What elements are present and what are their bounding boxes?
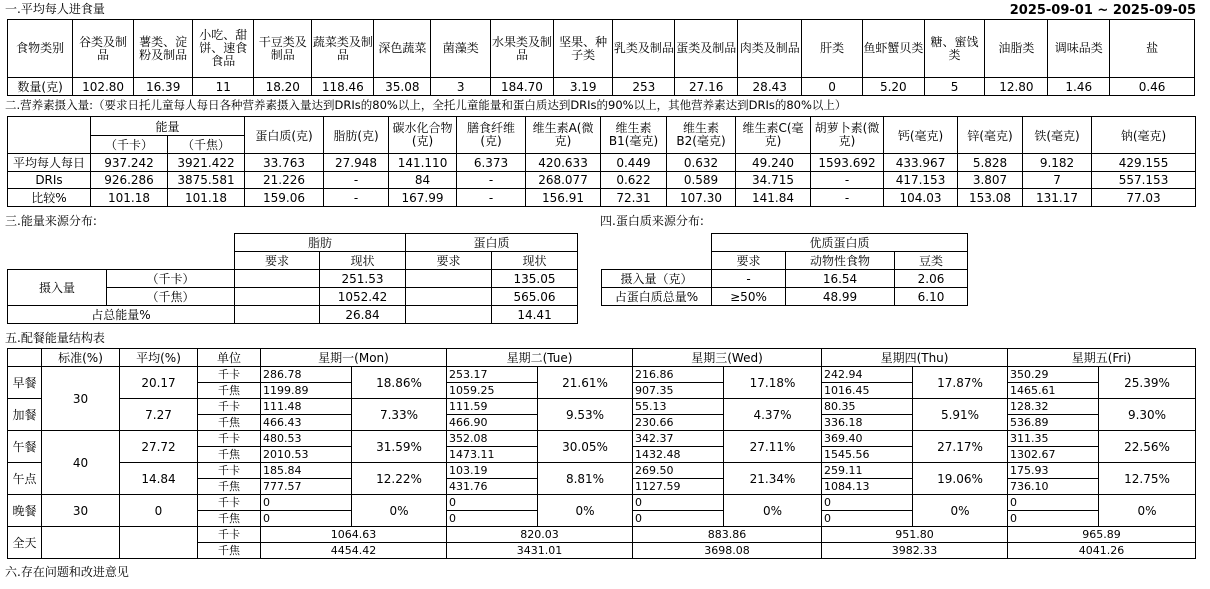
protein-intake-bean: 2.06 xyxy=(895,270,968,288)
nutrient-cell: 7 xyxy=(1023,172,1092,189)
nutrient-cell: 131.17 xyxy=(1023,189,1092,207)
nutrient-head-cell: 胡萝卜素(微克) xyxy=(811,117,884,154)
meal-pct: 31.59% xyxy=(352,431,447,463)
meal-corner xyxy=(8,349,42,367)
food-qty-cell: 3 xyxy=(431,78,491,96)
meal-kcal: 0 xyxy=(447,495,538,511)
day-head: 星期三(Wed) xyxy=(633,349,822,367)
meal-kj: 907.35 xyxy=(633,383,724,399)
nutrient-cell: 153.08 xyxy=(958,189,1023,207)
food-qty-cell: 27.16 xyxy=(675,78,738,96)
food-qty-cell: 0.46 xyxy=(1110,78,1195,96)
nutrient-corner-cell xyxy=(8,117,91,154)
meal-kj: 1545.56 xyxy=(822,447,913,463)
nutrient-row-label: 平均每人每日 xyxy=(8,154,91,172)
fat-req-pct xyxy=(235,306,320,324)
food-qty-cell: 5 xyxy=(924,78,985,96)
meal-pct: 0% xyxy=(913,495,1008,527)
food-qty-cell: 5.20 xyxy=(862,78,924,96)
total-kj: 3431.01 xyxy=(447,543,633,559)
energy-source-kcal-row xyxy=(8,270,578,288)
total-label: 全天 xyxy=(8,527,42,559)
nutrient-cell: 417.153 xyxy=(884,172,958,189)
meal-kcal: 185.84 xyxy=(261,463,352,479)
meal-kj: 1465.61 xyxy=(1008,383,1099,399)
meal-row xyxy=(8,495,1196,511)
total-kcal: 965.89 xyxy=(1008,527,1196,543)
meal-pct: 7.33% xyxy=(352,399,447,431)
energy-source-head-row xyxy=(8,234,578,252)
meal-kj: 1199.89 xyxy=(261,383,352,399)
nutrient-cell: 27.948 xyxy=(324,154,389,172)
nutrient-row-compare xyxy=(8,189,1196,207)
meal-kj: 0 xyxy=(633,511,724,527)
nutrient-cell: 107.30 xyxy=(667,189,736,207)
nutrient-cell: 84 xyxy=(389,172,457,189)
std-head: 标准(%) xyxy=(42,349,120,367)
nutrient-cell: - xyxy=(457,189,526,207)
meal-row xyxy=(8,431,1196,447)
nutrient-head-cell: 钙(毫克) xyxy=(884,117,958,154)
protein-req-kcal xyxy=(406,270,492,288)
meal-kcal: 286.78 xyxy=(261,367,352,383)
meal-pct: 0% xyxy=(352,495,447,527)
meal-kcal: 55.13 xyxy=(633,399,724,415)
food-head-cell: 干豆类及制品 xyxy=(254,20,312,78)
meal-kj: 2010.53 xyxy=(261,447,352,463)
meal-kj: 466.43 xyxy=(261,415,352,431)
food-qty-cell: 253 xyxy=(613,78,675,96)
meal-pct: 12.75% xyxy=(1099,463,1196,495)
meal-avg: 27.72 xyxy=(120,431,198,463)
nutrient-head-cell: 蛋白质(克) xyxy=(245,117,324,154)
meal-pct: 21.34% xyxy=(724,463,822,495)
meal-pct: 27.17% xyxy=(913,431,1008,463)
meal-row xyxy=(8,463,1196,479)
nutrient-cell: 104.03 xyxy=(884,189,958,207)
nutrient-cell: - xyxy=(811,189,884,207)
nutrient-cell: - xyxy=(324,189,389,207)
meal-pct: 0% xyxy=(538,495,633,527)
nutrient-cell: 101.18 xyxy=(168,189,245,207)
protein-source-head-row xyxy=(602,234,968,252)
protein-pct-label: 占蛋白质总量% xyxy=(602,288,712,306)
protein-intake-row xyxy=(602,270,968,288)
energy-head: 能量 xyxy=(91,117,245,136)
food-intake-table xyxy=(7,19,1195,96)
unit-kj: 千焦 xyxy=(198,479,261,495)
protein-source-table xyxy=(601,233,968,306)
nutrient-cell: 5.828 xyxy=(958,154,1023,172)
intake-label: 摄入量 xyxy=(8,270,107,306)
nutrient-cell: 937.242 xyxy=(91,154,168,172)
nutrient-cell: 159.06 xyxy=(245,189,324,207)
meal-kcal: 311.35 xyxy=(1008,431,1099,447)
total-kcal: 1064.63 xyxy=(261,527,447,543)
food-head-cell: 坚果、种子类 xyxy=(553,20,613,78)
nutrient-head-cell: 维生素B2(毫克) xyxy=(667,117,736,154)
food-qty-cell: 0 xyxy=(802,78,863,96)
meal-kcal: 175.93 xyxy=(1008,463,1099,479)
meal-kcal: 0 xyxy=(1008,495,1099,511)
meal-pct: 22.56% xyxy=(1099,431,1196,463)
protein-kj: 565.06 xyxy=(492,288,578,306)
food-qty-cell: 1.46 xyxy=(1048,78,1110,96)
unit-kcal: 千卡 xyxy=(198,367,261,383)
meal-kcal: 0 xyxy=(261,495,352,511)
energy-kcal-head: （千卡） xyxy=(91,136,168,154)
meal-kcal: 342.37 xyxy=(633,431,724,447)
protein-head: 蛋白质 xyxy=(406,234,578,252)
meal-avg: 0 xyxy=(120,495,198,527)
meal-name: 加餐 xyxy=(8,399,42,431)
nutrient-head-cell: 维生素B1(毫克) xyxy=(601,117,667,154)
fat-kj: 1052.42 xyxy=(320,288,406,306)
meal-pct: 17.18% xyxy=(724,367,822,399)
nutrient-cell: 3.807 xyxy=(958,172,1023,189)
nutrient-cell: 3921.422 xyxy=(168,154,245,172)
food-head-cell: 油脂类 xyxy=(985,20,1048,78)
meal-kcal: 253.17 xyxy=(447,367,538,383)
meal-pct: 17.87% xyxy=(913,367,1008,399)
unit-kcal: 千卡 xyxy=(198,495,261,511)
meal-pct: 0% xyxy=(1099,495,1196,527)
nutrient-row-label: 比较% xyxy=(8,189,91,207)
food-head-cell: 谷类及制品 xyxy=(73,20,134,78)
meal-kj: 466.90 xyxy=(447,415,538,431)
total-kcal: 883.86 xyxy=(633,527,822,543)
nutrient-row-avg xyxy=(8,154,1196,172)
meal-kcal: 269.50 xyxy=(633,463,724,479)
nutrient-head-cell: 钠(毫克) xyxy=(1092,117,1196,154)
meal-kj: 0 xyxy=(261,511,352,527)
meal-head-row xyxy=(8,349,1196,367)
meal-kcal: 128.32 xyxy=(1008,399,1099,415)
nutrient-head-cell: 维生素A(微克) xyxy=(526,117,601,154)
meal-kj: 1084.13 xyxy=(822,479,913,495)
meal-kcal: 111.48 xyxy=(261,399,352,415)
protein-req-head: 要求 xyxy=(406,252,492,270)
nutrient-head-cell: 维生素C(毫克) xyxy=(736,117,811,154)
protein-intake-req: - xyxy=(712,270,786,288)
nutrient-cell: 34.715 xyxy=(736,172,811,189)
nutrient-cell: 21.226 xyxy=(245,172,324,189)
day-head: 星期四(Thu) xyxy=(822,349,1008,367)
meal-avg: 14.84 xyxy=(120,463,198,495)
food-qty-cell: 16.39 xyxy=(133,78,193,96)
food-head-cell: 盐 xyxy=(1110,20,1195,78)
nutrient-head-cell: 膳食纤维(克) xyxy=(457,117,526,154)
nutrient-cell: 167.99 xyxy=(389,189,457,207)
fat-req-kcal xyxy=(235,270,320,288)
meal-pct: 0% xyxy=(724,495,822,527)
food-head-cell: 水果类及制品 xyxy=(490,20,553,78)
food-head-cell: 鱼虾蟹贝类 xyxy=(862,20,924,78)
section-4-title: 四.蛋白质来源分布: xyxy=(600,214,704,228)
meal-pct: 30.05% xyxy=(538,431,633,463)
meal-pct: 25.39% xyxy=(1099,367,1196,399)
day-head: 星期二(Tue) xyxy=(447,349,633,367)
meal-name: 早餐 xyxy=(8,367,42,399)
total-std-blank xyxy=(42,527,120,559)
date-range: 2025-09-01 ~ 2025-09-05 xyxy=(1009,3,1196,18)
total-kj: 4041.26 xyxy=(1008,543,1196,559)
nutrient-cell: 156.91 xyxy=(526,189,601,207)
meal-name: 午餐 xyxy=(8,431,42,463)
meal-kcal: 480.53 xyxy=(261,431,352,447)
nutrient-cell: 0.449 xyxy=(601,154,667,172)
meal-kcal: 259.11 xyxy=(822,463,913,479)
food-head-cell: 蔬菜类及制品 xyxy=(312,20,374,78)
meal-std: 30 xyxy=(42,495,120,527)
total-avg-blank xyxy=(120,527,198,559)
food-head-cell: 菌藻类 xyxy=(431,20,491,78)
meal-pct: 27.11% xyxy=(724,431,822,463)
fat-req-kj xyxy=(235,288,320,306)
section-3-title: 三.能量来源分布: xyxy=(5,214,97,228)
meal-kcal: 369.40 xyxy=(822,431,913,447)
nutrient-cell: 77.03 xyxy=(1092,189,1196,207)
nutrient-head-cell: 铁(毫克) xyxy=(1023,117,1092,154)
nutrient-cell: 268.077 xyxy=(526,172,601,189)
kj-label: （千焦） xyxy=(107,288,235,306)
nutrient-cell: 101.18 xyxy=(91,189,168,207)
nutrient-row-dris xyxy=(8,172,1196,189)
unit-kcal: 千卡 xyxy=(198,463,261,479)
fat-pct: 26.84 xyxy=(320,306,406,324)
nutrient-cell: 1593.692 xyxy=(811,154,884,172)
bean-head: 豆类 xyxy=(895,252,968,270)
energy-source-pct-row xyxy=(8,306,578,324)
avg-head: 平均(%) xyxy=(120,349,198,367)
pct-label: 占总能量% xyxy=(8,306,235,324)
animal-head: 动物性食物 xyxy=(786,252,895,270)
protein-intake-label: 摄入量（克） xyxy=(602,270,712,288)
protein-kcal: 135.05 xyxy=(492,270,578,288)
food-qty-cell: 102.80 xyxy=(73,78,134,96)
meal-kcal: 103.19 xyxy=(447,463,538,479)
meal-kj: 0 xyxy=(447,511,538,527)
protein-req-kj xyxy=(406,288,492,306)
meal-kcal: 216.86 xyxy=(633,367,724,383)
meal-kcal: 111.59 xyxy=(447,399,538,415)
food-head-cell: 肝类 xyxy=(802,20,863,78)
meal-avg: 20.17 xyxy=(120,367,198,399)
food-qty-cell: 数量(克) xyxy=(8,78,73,96)
protein-req-pct xyxy=(406,306,492,324)
meal-name: 午点 xyxy=(8,463,42,495)
food-head-row xyxy=(8,20,1195,78)
meal-kj: 1302.67 xyxy=(1008,447,1099,463)
food-qty-cell: 35.08 xyxy=(374,78,431,96)
day-head: 星期一(Mon) xyxy=(261,349,447,367)
unit-head: 单位 xyxy=(198,349,261,367)
food-qty-row xyxy=(8,78,1195,96)
energy-source-table xyxy=(7,233,578,324)
nutrient-table xyxy=(7,116,1196,207)
protein-source-corner xyxy=(602,234,712,270)
nutrient-cell: - xyxy=(811,172,884,189)
unit-kj: 千焦 xyxy=(198,447,261,463)
fat-kcal: 251.53 xyxy=(320,270,406,288)
food-qty-cell: 28.43 xyxy=(738,78,802,96)
quality-protein-head: 优质蛋白质 xyxy=(712,234,968,252)
food-head-cell: 食物类别 xyxy=(8,20,73,78)
food-qty-cell: 11 xyxy=(193,78,254,96)
nutrient-cell: - xyxy=(324,172,389,189)
protein-pct-animal: 48.99 xyxy=(786,288,895,306)
total-kcal: 820.03 xyxy=(447,527,633,543)
total-row xyxy=(8,527,1196,543)
meal-pct: 5.91% xyxy=(913,399,1008,431)
unit-kj: 千焦 xyxy=(198,543,261,559)
nutrient-cell: 0.632 xyxy=(667,154,736,172)
meal-row xyxy=(8,367,1196,383)
kcal-label: （千卡） xyxy=(107,270,235,288)
nutrient-cell: 420.633 xyxy=(526,154,601,172)
req-head: 要求 xyxy=(712,252,786,270)
meal-kj: 336.18 xyxy=(822,415,913,431)
nutrient-cell: 9.182 xyxy=(1023,154,1092,172)
nutrient-head-cell: 碳水化合物(克) xyxy=(389,117,457,154)
unit-kcal: 千卡 xyxy=(198,527,261,543)
meal-kj: 431.76 xyxy=(447,479,538,495)
section-2-title: 二.营养素摄入量:（要求日托儿童每人每日各种营养素摄入量达到DRIs的80%以上，全托儿童能量和蛋白质达到DRIs的90%以上，其他营养素达到DRIs的80%以上） xyxy=(5,98,847,112)
meal-pct: 12.22% xyxy=(352,463,447,495)
nutrient-cell: 433.967 xyxy=(884,154,958,172)
fat-head: 脂肪 xyxy=(235,234,406,252)
meal-std: 30 xyxy=(42,367,120,431)
meal-kj: 0 xyxy=(822,511,913,527)
nutrient-cell: 72.31 xyxy=(601,189,667,207)
meal-pct: 4.37% xyxy=(724,399,822,431)
meal-kj: 0 xyxy=(1008,511,1099,527)
food-qty-cell: 12.80 xyxy=(985,78,1048,96)
meal-pct: 21.61% xyxy=(538,367,633,399)
section-1-title: 一.平均每人进食量 xyxy=(5,2,105,16)
protein-pct: 14.41 xyxy=(492,306,578,324)
food-head-cell: 糖、蜜饯类 xyxy=(924,20,985,78)
food-qty-cell: 18.20 xyxy=(254,78,312,96)
day-head: 星期五(Fri) xyxy=(1008,349,1196,367)
nutrient-head-row xyxy=(8,117,1196,136)
food-qty-cell: 118.46 xyxy=(312,78,374,96)
protein-pct-bean: 6.10 xyxy=(895,288,968,306)
energy-kj-head: （千焦） xyxy=(168,136,245,154)
total-kj: 3982.33 xyxy=(822,543,1008,559)
fat-req-head: 要求 xyxy=(235,252,320,270)
meal-kj: 777.57 xyxy=(261,479,352,495)
food-head-cell: 调味品类 xyxy=(1048,20,1110,78)
section-6-title: 六.存在问题和改进意见 xyxy=(5,565,129,579)
meal-row xyxy=(8,399,1196,415)
total-kcal: 951.80 xyxy=(822,527,1008,543)
meal-pct: 9.30% xyxy=(1099,399,1196,431)
nutrient-head-cell: 脂肪(克) xyxy=(324,117,389,154)
meal-kcal: 80.35 xyxy=(822,399,913,415)
nutrient-cell: 141.84 xyxy=(736,189,811,207)
nutrient-head-cell: 锌(毫克) xyxy=(958,117,1023,154)
nutrient-cell: 557.153 xyxy=(1092,172,1196,189)
meal-kj: 1473.11 xyxy=(447,447,538,463)
protein-pct-req: ≥50% xyxy=(712,288,786,306)
nutrient-cell: - xyxy=(457,172,526,189)
unit-kj: 千焦 xyxy=(198,383,261,399)
food-head-cell: 乳类及制品 xyxy=(613,20,675,78)
nutrient-cell: 6.373 xyxy=(457,154,526,172)
meal-kj: 1432.48 xyxy=(633,447,724,463)
food-head-cell: 薯类、淀粉及制品 xyxy=(133,20,193,78)
food-head-cell: 肉类及制品 xyxy=(738,20,802,78)
food-head-cell: 深色蔬菜 xyxy=(374,20,431,78)
unit-kj: 千焦 xyxy=(198,415,261,431)
food-qty-cell: 3.19 xyxy=(553,78,613,96)
meal-kj: 1127.59 xyxy=(633,479,724,495)
fat-cur-head: 现状 xyxy=(320,252,406,270)
nutrient-row-label: DRIs xyxy=(8,172,91,189)
meal-name: 晚餐 xyxy=(8,495,42,527)
nutrient-cell: 3875.581 xyxy=(168,172,245,189)
meal-kcal: 0 xyxy=(633,495,724,511)
protein-pct-row xyxy=(602,288,968,306)
nutrient-cell: 926.286 xyxy=(91,172,168,189)
meal-kj: 536.89 xyxy=(1008,415,1099,431)
unit-kj: 千焦 xyxy=(198,511,261,527)
meal-kcal: 0 xyxy=(822,495,913,511)
meal-kj: 230.66 xyxy=(633,415,724,431)
meal-pct: 18.86% xyxy=(352,367,447,399)
meal-avg: 7.27 xyxy=(120,399,198,431)
protein-cur-head: 现状 xyxy=(492,252,578,270)
food-head-cell: 蛋类及制品 xyxy=(675,20,738,78)
meal-kcal: 352.08 xyxy=(447,431,538,447)
meal-std: 40 xyxy=(42,431,120,495)
meal-pct: 9.53% xyxy=(538,399,633,431)
meal-pct: 8.81% xyxy=(538,463,633,495)
food-head-cell: 小吃、甜饼、速食食品 xyxy=(193,20,254,78)
meal-kj: 736.10 xyxy=(1008,479,1099,495)
energy-source-corner xyxy=(8,234,235,270)
meal-kcal: 350.29 xyxy=(1008,367,1099,383)
meal-kj: 1016.45 xyxy=(822,383,913,399)
total-kj: 4454.42 xyxy=(261,543,447,559)
nutrient-cell: 0.622 xyxy=(601,172,667,189)
unit-kcal: 千卡 xyxy=(198,431,261,447)
meal-kj: 1059.25 xyxy=(447,383,538,399)
meal-energy-table xyxy=(7,348,1196,559)
section-5-title: 五.配餐能量结构表 xyxy=(5,331,105,345)
nutrient-cell: 49.240 xyxy=(736,154,811,172)
meal-kcal: 242.94 xyxy=(822,367,913,383)
nutrient-cell: 429.155 xyxy=(1092,154,1196,172)
total-kj: 3698.08 xyxy=(633,543,822,559)
nutrient-cell: 33.763 xyxy=(245,154,324,172)
nutrient-cell: 141.110 xyxy=(389,154,457,172)
protein-intake-animal: 16.54 xyxy=(786,270,895,288)
unit-kcal: 千卡 xyxy=(198,399,261,415)
meal-pct: 19.06% xyxy=(913,463,1008,495)
nutrient-cell: 0.589 xyxy=(667,172,736,189)
food-qty-cell: 184.70 xyxy=(490,78,553,96)
